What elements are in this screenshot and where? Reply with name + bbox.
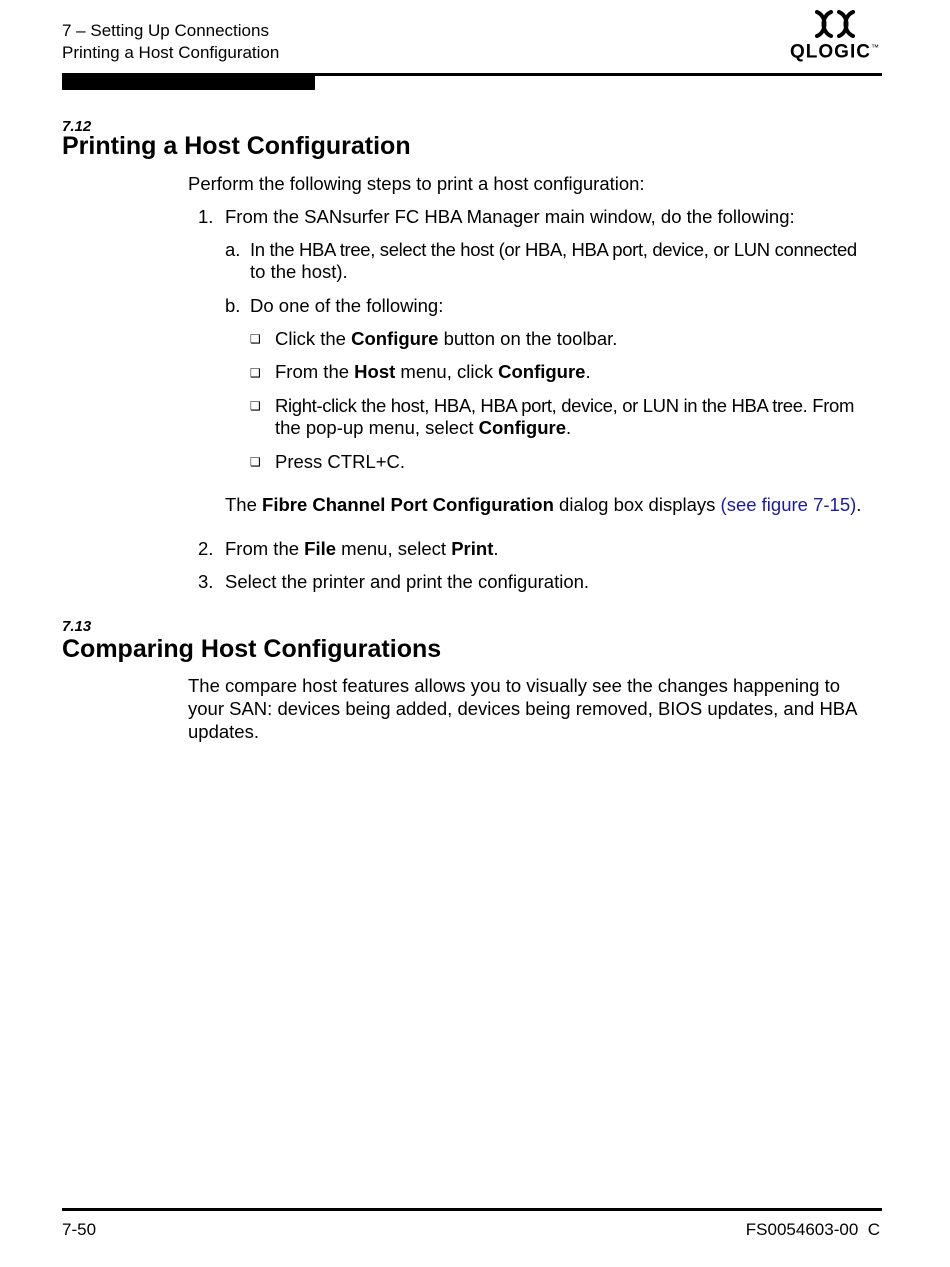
page-number: 7-50: [62, 1220, 97, 1239]
document-id: FS0054603-00 C: [745, 1220, 880, 1239]
compare-paragraph-line3: updates.: [188, 721, 259, 742]
bullet-3-icon: ❑: [250, 399, 261, 413]
logo-wordmark: QLOGIC™: [790, 41, 880, 63]
header-chapter: 7 – Setting Up Connections: [62, 21, 269, 40]
bullet-3-line2: the pop-up menu, select Configure.: [275, 417, 572, 438]
section-title-7-12: Printing a Host Configuration: [62, 132, 411, 160]
bullet-1-icon: ❑: [250, 332, 261, 346]
step-2-number: 2.: [198, 538, 214, 559]
intro-paragraph: Perform the following steps to print a host configuration:: [188, 173, 645, 194]
bullet-3-line1: Right-click the host, HBA, HBA port, device, or LUN in the HBA tree. From: [275, 395, 855, 416]
section-number-7-12: 7.12: [62, 118, 92, 135]
result-paragraph: The Fibre Channel Port Configuration dialog box displays (see figure 7-15).: [225, 494, 862, 515]
step-3-text: Select the printer and print the configuration.: [225, 571, 590, 592]
substep-b-text: Do one of the following:: [250, 295, 444, 316]
footer-rule: [62, 1208, 882, 1211]
running-header: [62, 20, 279, 64]
step-2-text: From the File menu, select Print.: [225, 538, 499, 559]
bullet-4-text: Press CTRL+C.: [275, 451, 406, 472]
bullet-2-icon: ❑: [250, 366, 261, 380]
header-section: Printing a Host Configuration: [62, 43, 280, 62]
compare-paragraph-line1: The compare host features allows you to visually see the changes happening to: [188, 675, 841, 696]
bullet-2-text: From the Host menu, click Configure.: [275, 361, 591, 382]
step-1-number: 1.: [198, 206, 214, 227]
compare-paragraph-line2: your SAN: devices being added, devices being removed, BIOS updates, and HBA: [188, 698, 858, 719]
qlogic-emblem-icon: [813, 10, 857, 38]
substep-a-label: a.: [225, 239, 241, 260]
qlogic-logo: [790, 10, 880, 62]
substep-a-line2: to the host).: [250, 261, 348, 282]
bullet-1-text: Click the Configure button on the toolbar.: [275, 328, 618, 349]
section-number-7-13: 7.13: [62, 618, 92, 635]
figure-7-15-link[interactable]: (see figure 7-15): [720, 494, 857, 515]
header-tab-bar: [62, 76, 315, 90]
step-3-number: 3.: [198, 571, 214, 592]
step-1-text: From the SANsurfer FC HBA Manager main window, do the following:: [225, 206, 795, 227]
bullet-4-icon: ❑: [250, 455, 261, 469]
substep-b-label: b.: [225, 295, 241, 316]
substep-a-line1: In the HBA tree, select the host (or HBA, HBA port, device, or LUN connected: [250, 239, 857, 260]
section-title-7-13: Comparing Host Configurations: [62, 635, 442, 663]
